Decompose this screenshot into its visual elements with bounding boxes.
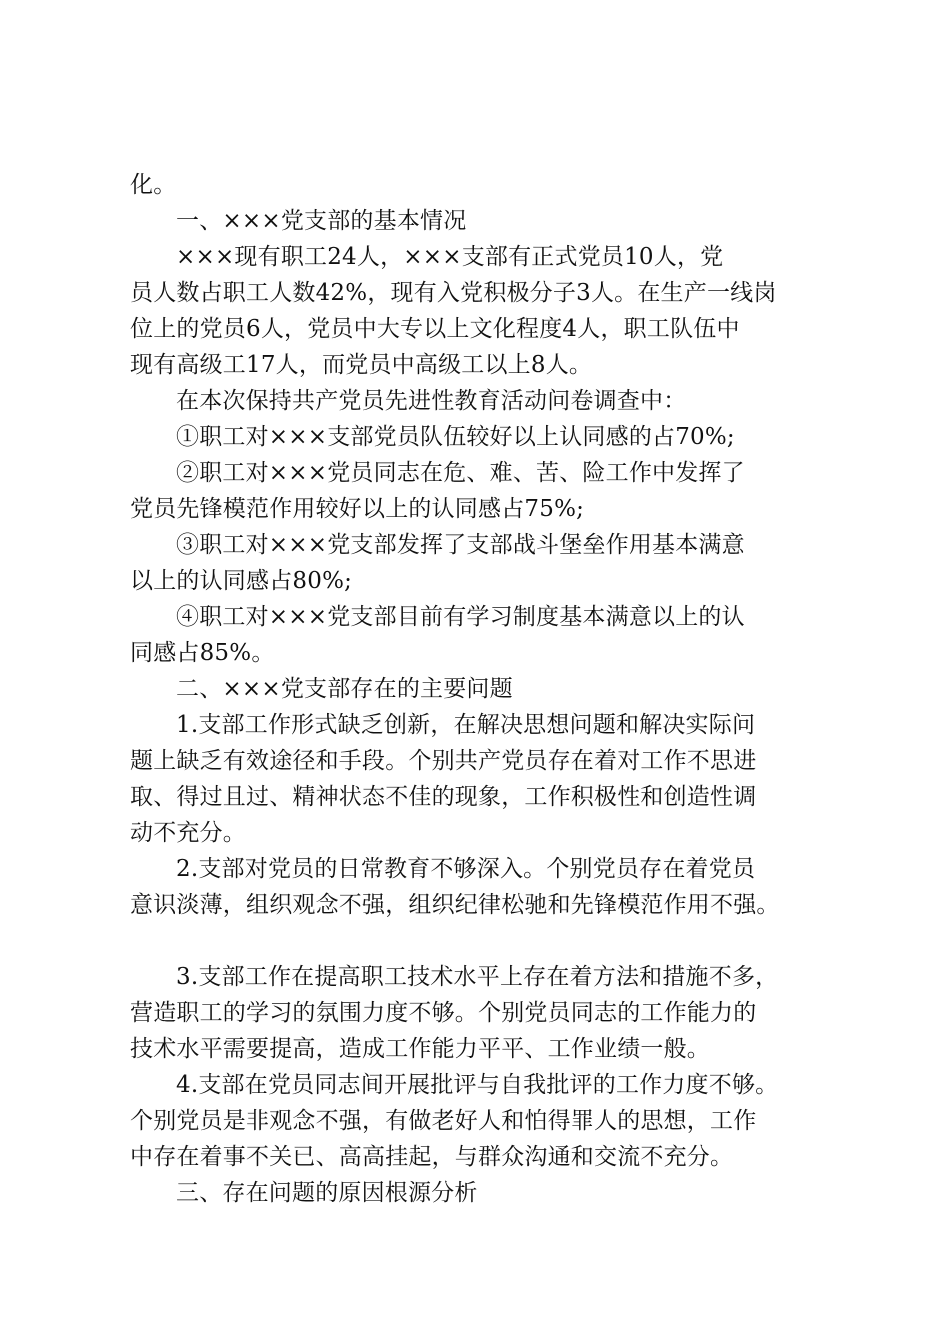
text-line: 个别党员是非观念不强，有做老好人和怕得罪人的思想，工作	[130, 1108, 757, 1134]
text-line: 意识淡薄，组织观念不强，组织纪律松驰和先锋模范作用不强。	[130, 892, 780, 918]
text-line: 3.支部工作在提高职工技术水平上存在着方法和措施不多，	[176, 964, 779, 990]
text-line: ×××现有职工24人，×××支部有正式党员10人，党	[176, 244, 724, 270]
section-heading: 三、存在问题的原因根源分析	[176, 1180, 478, 1206]
list-item: ②职工对×××党员同志在危、难、苦、险工作中发挥了	[176, 460, 745, 486]
text-line: 以上的认同感占80%;	[130, 568, 353, 594]
text-line: 动不充分。	[130, 820, 246, 846]
text-line: 2.支部对党员的日常教育不够深入。个别党员存在着党员	[176, 856, 756, 882]
text-line: 题上缺乏有效途径和手段。个别共产党员存在着对工作不思进	[130, 748, 757, 774]
text-line: 技术水平需要提高，造成工作能力平平、工作业绩一般。	[130, 1036, 710, 1062]
section-heading: 一、×××党支部的基本情况	[176, 208, 467, 234]
text-line: 位上的党员6人，党员中大专以上文化程度4人，职工队伍中	[130, 316, 740, 342]
list-item: ①职工对×××支部党员队伍较好以上认同感的占70%;	[176, 424, 735, 450]
text-line: 营造职工的学习的氛围力度不够。个别党员同志的工作能力的	[130, 1000, 757, 1026]
text-line: 4.支部在党员同志间开展批评与自我批评的工作力度不够。	[176, 1072, 779, 1098]
text-line: 1.支部工作形式缺乏创新，在解决思想问题和解决实际问	[176, 712, 756, 738]
text-line: 党员先锋模范作用较好以上的认同感占75%;	[130, 496, 585, 522]
text-line: 取、得过且过、精神状态不佳的现象，工作积极性和创造性调	[130, 784, 757, 810]
text-line: 化。	[130, 172, 177, 198]
text-line: 在本次保持共产党员先进性教育活动问卷调查中：	[176, 388, 687, 414]
text-line: 现有高级工17人，而党员中高级工以上8人。	[130, 352, 593, 378]
text-line: 同感占85%。	[130, 640, 275, 666]
text-line: 中存在着事不关已、高高挂起，与群众沟通和交流不充分。	[130, 1144, 734, 1170]
section-heading: 二、×××党支部存在的主要问题	[176, 676, 513, 702]
list-item: ④职工对×××党支部目前有学习制度基本满意以上的认	[176, 604, 745, 630]
list-item: ③职工对×××党支部发挥了支部战斗堡垒作用基本满意	[176, 532, 745, 558]
text-line: 员人数占职工人数42%，现有入党积极分子3人。在生产一线岗	[130, 280, 777, 306]
